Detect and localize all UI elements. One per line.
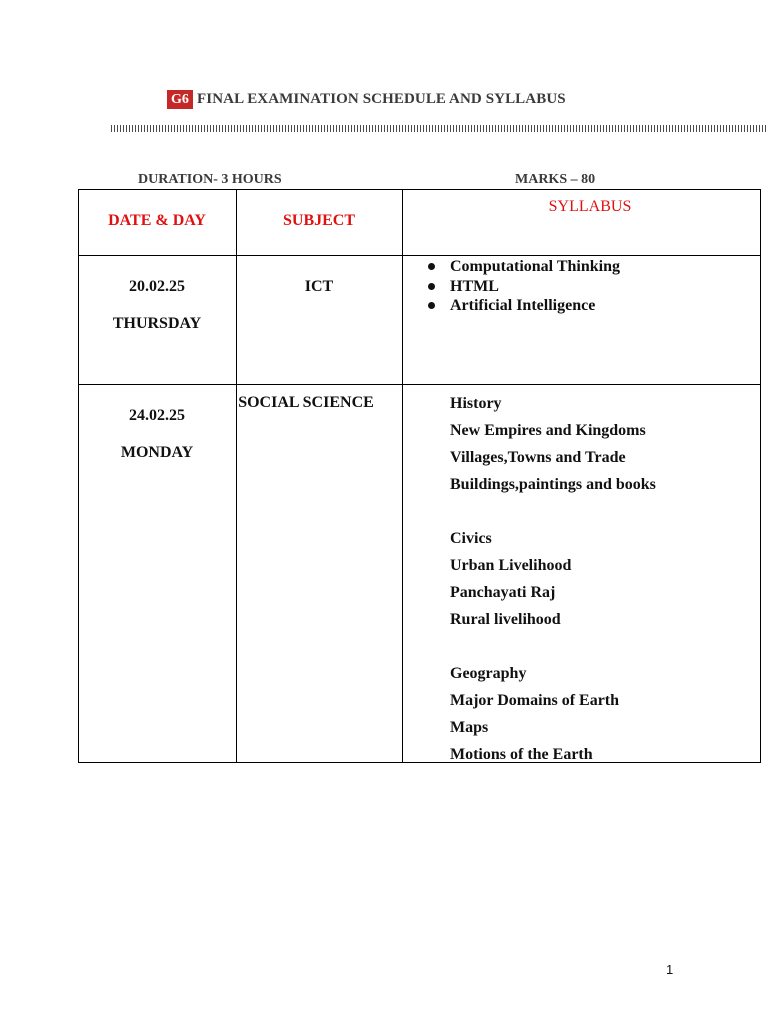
row1-syllabus-list <box>428 257 620 316</box>
list-item: New Empires and Kingdoms <box>450 422 646 439</box>
table-row-divider <box>78 384 761 385</box>
list-item: Villages,Towns and Trade <box>450 449 626 466</box>
bullet-icon <box>428 302 435 309</box>
table-border-top <box>78 189 761 190</box>
page-number: 1 <box>666 962 674 977</box>
table-header-divider <box>78 255 761 256</box>
list-item: Buildings,paintings and books <box>450 476 656 493</box>
row2-subject: SOCIAL SCIENCE <box>238 394 374 411</box>
exam-marks: MARKS – 80 <box>515 172 596 187</box>
list-item: Maps <box>450 719 489 736</box>
table-border-right <box>760 189 761 763</box>
list-item: Computational Thinking <box>428 257 620 277</box>
header-subject: SUBJECT <box>282 212 356 229</box>
list-item: Major Domains of Earth <box>450 692 620 709</box>
list-item: Artificial Intelligence <box>428 296 620 316</box>
list-item: Rural livelihood <box>450 611 561 628</box>
table-column-divider-2 <box>402 189 403 763</box>
list-item: Panchayati Raj <box>450 584 556 601</box>
row1-date: 20.02.25 <box>129 278 185 295</box>
row2-day: MONDAY <box>120 444 194 461</box>
bullet-icon <box>428 283 435 290</box>
table-column-divider-1 <box>236 189 237 763</box>
list-item: Motions of the Earth <box>450 746 593 763</box>
exam-duration: DURATION- 3 HOURS <box>138 172 282 187</box>
list-spacer <box>450 502 656 529</box>
row1-day: THURSDAY <box>112 315 202 332</box>
list-item: HTML <box>428 277 620 297</box>
table-border-left <box>78 189 79 763</box>
bullet-icon <box>428 263 435 270</box>
list-item: History <box>450 395 502 412</box>
list-item: Geography <box>450 665 527 682</box>
list-spacer <box>450 637 656 664</box>
header-date-day: DATE & DAY <box>108 212 206 229</box>
list-item: Civics <box>450 530 492 547</box>
grade-tag: G6 <box>167 90 193 109</box>
row1-subject: ICT <box>304 278 334 295</box>
table-border-bottom <box>78 762 761 763</box>
document-title: FINAL EXAMINATION SCHEDULE AND SYLLABUS <box>197 91 566 107</box>
row2-date: 24.02.25 <box>129 407 185 424</box>
header-syllabus: SYLLABUS <box>548 198 632 215</box>
row2-syllabus-list <box>450 394 656 772</box>
list-item: Urban Livelihood <box>450 557 572 574</box>
